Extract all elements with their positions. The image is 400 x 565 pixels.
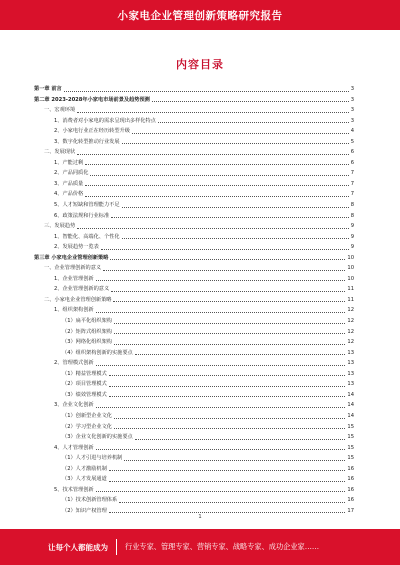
toc-leader-dots (111, 290, 345, 292)
toc-entry-text: 第二章 2023-2028年小家电市场前景及趋势预测 (34, 95, 151, 106)
toc-entry-page: 10 (346, 263, 354, 274)
toc-entry-page: 3 (350, 95, 354, 106)
toc-entry-text: 第一章 前言 (34, 84, 63, 95)
toc-leader-dots (122, 237, 349, 239)
toc-entry-page: 12 (346, 316, 354, 327)
toc-entry-text: 3、数字化转型推动行业发展 (54, 137, 121, 148)
toc-leader-dots (96, 364, 346, 366)
toc-entry[interactable] (34, 105, 354, 116)
toc-entry-page: 15 (346, 432, 354, 443)
toc-leader-dots (122, 142, 349, 144)
toc-entry-page: 9 (350, 232, 354, 243)
toc-entry[interactable] (34, 137, 354, 148)
toc-entry-page: 14 (346, 400, 354, 411)
toc-entry-text: 2、产品同质化 (54, 168, 89, 179)
toc-entry-page: 7 (350, 189, 354, 200)
toc-entry-text: 三、发展趋势 (44, 221, 76, 232)
toc-entry-text: （2）人才激励机制 (62, 464, 108, 475)
toc-entry-page: 15 (346, 443, 354, 454)
toc-entry-page: 11 (346, 284, 354, 295)
toc-entry-text: （2）知识产权管理 (62, 506, 108, 517)
toc-entry[interactable] (34, 337, 354, 348)
toc-entry[interactable] (34, 126, 354, 137)
toc-leader-dots (85, 184, 348, 186)
toc-entry-text: 1、产能过剩 (54, 158, 84, 169)
toc-leader-dots (64, 90, 349, 92)
toc-leader-dots (77, 153, 349, 155)
toc-entry-text: （3）网络化组织架构 (62, 337, 113, 348)
toc-entry[interactable] (34, 422, 354, 433)
toc-entry-text: 2、发展趋势一览表 (54, 242, 100, 253)
toc-entry[interactable] (34, 295, 354, 306)
toc-leader-dots (77, 111, 349, 113)
footer-bar (0, 529, 400, 565)
toc-entry[interactable] (34, 358, 354, 369)
toc-leader-dots (119, 501, 345, 503)
toc-entry-page: 16 (346, 474, 354, 485)
toc-entry-page: 10 (346, 253, 354, 264)
toc-entry-page: 3 (350, 116, 354, 127)
toc-entry[interactable] (34, 242, 354, 253)
toc-entry[interactable] (34, 316, 354, 327)
toc-leader-dots (96, 279, 346, 281)
page-number: 1 (198, 514, 202, 520)
toc-entry-page: 9 (350, 221, 354, 232)
toc-leader-dots (113, 300, 345, 302)
toc-leader-dots (85, 163, 348, 165)
toc-leader-dots (110, 258, 345, 260)
toc-entry[interactable] (34, 232, 354, 243)
toc-entry-text: 3、企业文化创新 (54, 400, 95, 411)
toc-entry[interactable] (34, 453, 354, 464)
toc-entry-page: 4 (350, 126, 354, 137)
toc-entry-page: 14 (346, 390, 354, 401)
toc-entry-text: （1）技术创新管理体系 (62, 495, 118, 506)
toc-leader-dots (111, 216, 349, 218)
toc-leader-dots (77, 227, 349, 229)
toc-entry-page: 12 (346, 305, 354, 316)
toc-entry-page: 7 (350, 179, 354, 190)
toc-entry-text: 2、小家电行业正在经历转型升级 (54, 126, 131, 137)
toc-entry-text: 第三章 小家电企业管理创新策略 (34, 253, 109, 264)
toc-entry-page: 8 (350, 200, 354, 211)
toc-leader-dots (109, 480, 346, 482)
toc-entry-text: 4、产品价格 (54, 189, 84, 200)
toc-entry-text: 1、消费者对小家电的需求呈现出多样化特点 (54, 116, 157, 127)
footer-divider (116, 539, 117, 555)
toc-entry-text: 二、发展现状 (44, 147, 76, 158)
toc-entry-page: 3 (350, 105, 354, 116)
toc-leader-dots (152, 100, 349, 102)
toc-leader-dots (109, 385, 346, 387)
toc-entry-text: （3）人才发展通道 (62, 474, 108, 485)
toc-entry[interactable] (34, 464, 354, 475)
toc-leader-dots (114, 343, 345, 345)
toc-leader-dots (96, 406, 346, 408)
toc-leader-dots (96, 490, 346, 492)
toc-leader-dots (114, 427, 345, 429)
toc-entry-page: 13 (346, 369, 354, 380)
toc-entry-text: 4、人才管理创新 (54, 443, 95, 454)
toc-entry-page: 6 (350, 147, 354, 158)
toc-entry-page: 8 (350, 211, 354, 222)
toc-entry[interactable] (34, 179, 354, 190)
toc-entry-page: 12 (346, 327, 354, 338)
toc-entry[interactable] (34, 432, 354, 443)
toc-entry-text: （3）企业文化创新的实施要点 (62, 432, 134, 443)
toc-entry-page: 10 (346, 274, 354, 285)
toc-entry-page: 11 (346, 295, 354, 306)
toc-entry[interactable] (34, 485, 354, 496)
toc-leader-dots (135, 353, 346, 355)
toc-entry[interactable] (34, 274, 354, 285)
toc-entry-page: 13 (346, 348, 354, 359)
toc-entry-text: 1、组织架构创新 (54, 305, 95, 316)
toc-entry[interactable] (34, 348, 354, 359)
toc-leader-dots (96, 311, 346, 313)
toc-entry-text: 二、小家电企业管理创新策略 (44, 295, 112, 306)
toc-entry-text: 5、技术管理创新 (54, 485, 95, 496)
toc-entry-text: （2）项目管理模式 (62, 379, 108, 390)
toc-entry[interactable] (34, 168, 354, 179)
toc-entry-page: 16 (346, 464, 354, 475)
toc-entry-page: 16 (346, 485, 354, 496)
toc-entry[interactable] (34, 147, 354, 158)
toc-entry[interactable] (34, 495, 354, 506)
toc-entry-page: 16 (346, 495, 354, 506)
toc-leader-dots (109, 374, 346, 376)
toc-entry[interactable] (34, 253, 354, 264)
toc-entry[interactable] (34, 95, 354, 106)
toc-leader-dots (101, 248, 349, 250)
toc-entry-text: （1）扁平化组织架构 (62, 316, 113, 327)
toc-leader-dots (103, 269, 345, 271)
toc-entry[interactable] (34, 200, 354, 211)
toc-entry[interactable] (34, 305, 354, 316)
toc-entry-text: 1、智能化、高端化、个性化 (54, 232, 121, 243)
toc-entry[interactable] (34, 369, 354, 380)
toc-entry[interactable] (34, 284, 354, 295)
toc-entry-text: （1）创新型企业文化 (62, 411, 113, 422)
toc-entry[interactable] (34, 116, 354, 127)
toc-entry[interactable] (34, 474, 354, 485)
toc-leader-dots (96, 448, 346, 450)
toc-entry[interactable] (34, 158, 354, 169)
toc-leader-dots (114, 332, 345, 334)
toc-entry-text: 1、企业管理创新 (54, 274, 95, 285)
toc-leader-dots (90, 174, 348, 176)
toc-entry[interactable] (34, 400, 354, 411)
toc-entry-page: 12 (346, 337, 354, 348)
toc-entry-text: （1）精益管理模式 (62, 369, 108, 380)
toc-entry-page: 5 (350, 137, 354, 148)
toc-entry-page: 15 (346, 453, 354, 464)
toc-entry-text: （4）组织架构创新的实施要点 (62, 348, 134, 359)
toc-leader-dots (132, 132, 349, 134)
toc-leader-dots (114, 417, 345, 419)
footer-slogan: 让每个人都能成为 (48, 542, 108, 552)
toc-leader-dots (109, 469, 346, 471)
toc-entry-text: （3）绩效管理模式 (62, 390, 108, 401)
toc-entry[interactable] (34, 189, 354, 200)
toc-entry[interactable] (34, 327, 354, 338)
toc-entry[interactable] (34, 221, 354, 232)
toc-entry-page: 13 (346, 379, 354, 390)
toc-entry[interactable] (34, 443, 354, 454)
toc-entry-page: 9 (350, 242, 354, 253)
toc-entry-page: 13 (346, 358, 354, 369)
toc-entry-page: 17 (346, 506, 354, 517)
toc-entry[interactable] (34, 263, 354, 274)
toc-leader-dots (85, 195, 348, 197)
toc-entry-text: 3、产品质量 (54, 179, 84, 190)
toc-entry-text: 2、企业管理创新的意义 (54, 284, 110, 295)
toc-entry-text: 5、人才短缺和管理能力不足 (54, 200, 121, 211)
toc-leader-dots (124, 459, 345, 461)
toc-entry-page: 6 (350, 158, 354, 169)
toc-entry-page: 15 (346, 422, 354, 433)
footer-tagline: 行业专家、管理专家、营销专家、战略专家、成功企业家…… (125, 542, 320, 551)
toc-leader-dots (122, 206, 349, 208)
toc-entry-text: 一、企业管理创新的意义 (44, 263, 102, 274)
toc-heading: 内容目录 (176, 58, 224, 71)
toc-entry-page: 3 (350, 84, 354, 95)
toc-entry-text: （2）学习型企业文化 (62, 422, 113, 433)
header-bar (0, 0, 400, 30)
toc-entry[interactable] (34, 84, 354, 95)
toc-entry-page: 14 (346, 411, 354, 422)
table-of-contents (34, 84, 354, 516)
toc-leader-dots (114, 322, 345, 324)
toc-leader-dots (158, 121, 349, 123)
toc-entry-text: 一、宏观环境 (44, 105, 76, 116)
toc-entry[interactable] (34, 379, 354, 390)
toc-entry[interactable] (34, 211, 354, 222)
toc-entry[interactable] (34, 390, 354, 401)
toc-entry-text: （2）矩阵式组织架构 (62, 327, 113, 338)
toc-entry-text: （1）人才引进与培养机制 (62, 453, 123, 464)
report-title: 小家电企业管理创新策略研究报告 (117, 9, 283, 22)
toc-leader-dots (135, 438, 346, 440)
toc-entry-page: 7 (350, 168, 354, 179)
toc-entry-text: 2、管理模式创新 (54, 358, 95, 369)
toc-entry-text: 6、政策法规和行业标准 (54, 211, 110, 222)
toc-entry[interactable] (34, 411, 354, 422)
toc-leader-dots (109, 395, 346, 397)
